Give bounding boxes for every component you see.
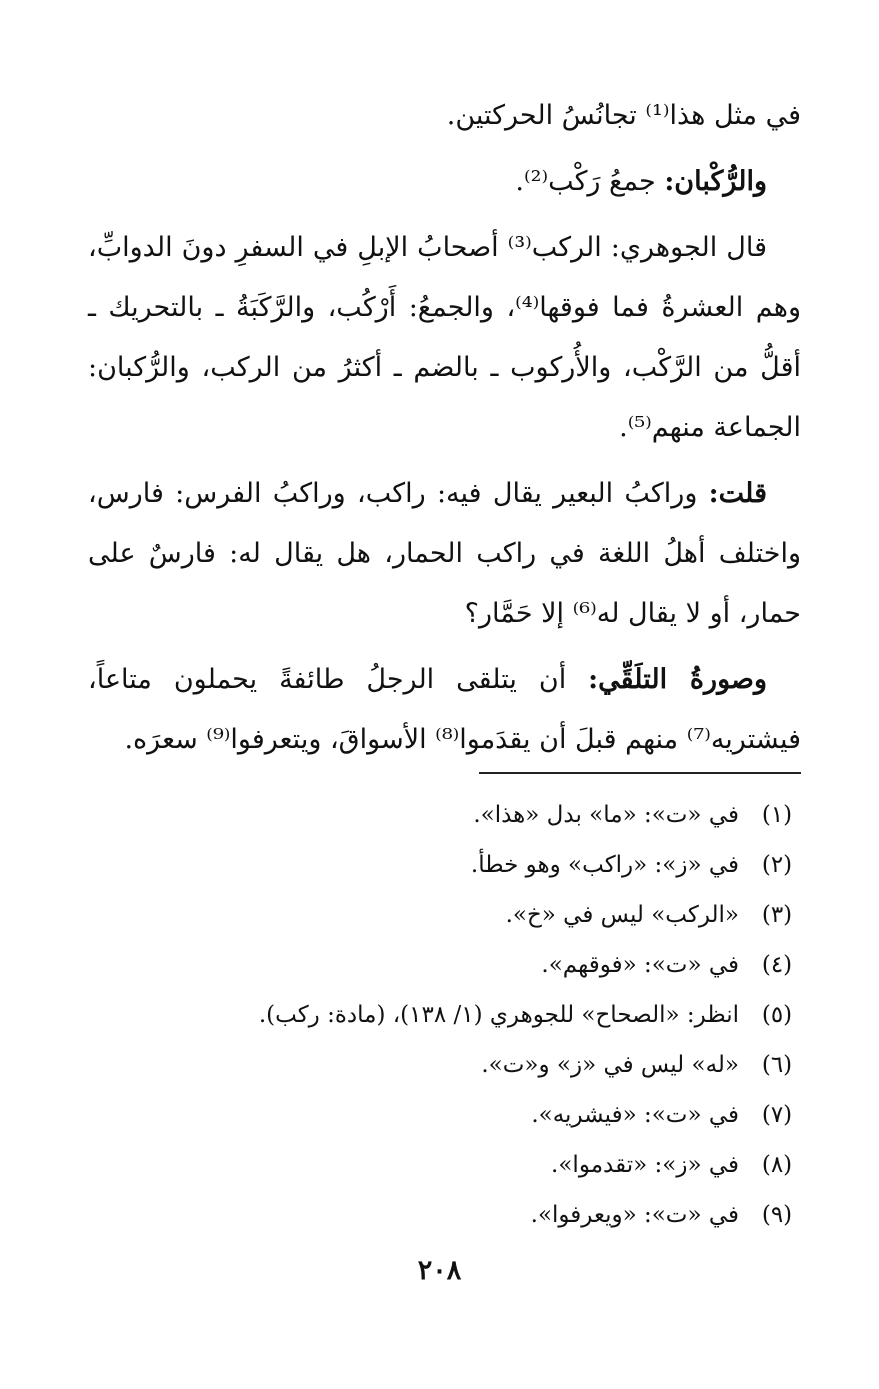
footnote-number: (٦) [761, 1052, 793, 1078]
keyword: وصورةُ التلَقِّي: [588, 664, 767, 695]
footnote-text: «له» ليس في «ز» و«ت». [481, 1052, 739, 1078]
paragraph-4: قلت: وراكبُ البعير يقال فيه: راكب، وراكبُ الفرس: فارس، واختلف أهلُ اللغة في راكب الحمار، هل يقال له: فارسٌ على حمار، أو لا يقال له⁽⁶⁾ إلا حَمَّار؟ [88, 478, 801, 629]
footnote [88, 840, 801, 890]
footnote [88, 1090, 801, 1140]
footnote-number: (٣) [761, 902, 793, 928]
keyword: والرُّكْبان: [664, 166, 767, 197]
footnote-number: (٩) [761, 1202, 793, 1228]
paragraph-5: وصورةُ التلَقِّي: أن يتلقى الرجلُ طائفةً يحملون متاعاً، فيشتريه⁽⁷⁾ منهم قبلَ أن يقدَموا⁽⁸⁾ الأسواقَ، ويتعرفوا⁽⁹⁾ سعرَه. [88, 664, 801, 755]
page-number: ٢٠٨ [417, 1255, 462, 1286]
footnote-number: (١) [761, 802, 793, 828]
footnote [88, 790, 801, 840]
footnote-number: (٤) [761, 952, 793, 978]
paragraph-3: قال الجوهري: الركب⁽³⁾ أصحابُ الإبلِ في السفرِ دونَ الدوابِّ، وهم العشرةُ فما فوقها⁽⁴⁾، والجمعُ: أَرْكُب، والرَّكَبَةُ ـ بالتحريك ـ أقلُّ من الرَّكْب، والأُركوب ـ بالضم ـ أكثرُ من الركب، والرُّكبان: الجماعة منهم⁽⁵⁾. [88, 232, 802, 443]
main-text [88, 86, 801, 776]
footnote-text: في «ت»: «فيشريه». [531, 1102, 739, 1128]
footnote [88, 1190, 801, 1240]
footnote-text: في «ت»: «ما» بدل «هذا». [473, 802, 739, 828]
paragraph-1: في مثل هذا⁽¹⁾ تجانُسُ الحركتين. [446, 100, 801, 131]
keyword: قلت: [708, 478, 767, 509]
footnotes [88, 790, 801, 1240]
footnote-number: (٢) [761, 852, 793, 878]
footnote-text: «الركب» ليس في «خ». [505, 902, 739, 928]
footnote-text: في «ت»: «فوقهم». [541, 952, 739, 978]
footnote-text: في «ت»: «ويعرفوا». [530, 1202, 739, 1228]
footnote-text: في «ز»: «تقدموا». [551, 1152, 739, 1178]
footnote-number: (٥) [761, 1002, 793, 1028]
footnote [88, 890, 801, 940]
paragraph-2: والرُّكْبان: جمعُ رَكْب⁽²⁾. [515, 166, 767, 197]
footnote-separator [479, 772, 801, 774]
footnote-text: انظر: «الصحاح» للجوهري (١/ ١٣٨)، (مادة: ركب). [258, 1002, 739, 1028]
footnote [88, 1040, 801, 1090]
footnote [88, 1140, 801, 1190]
footnote [88, 990, 801, 1040]
footnote-number: (٧) [761, 1102, 793, 1128]
footnote-text: في «ز»: «راكب» وهو خطأ. [470, 852, 739, 878]
footnote [88, 940, 801, 990]
footnote-number: (٨) [761, 1152, 793, 1178]
